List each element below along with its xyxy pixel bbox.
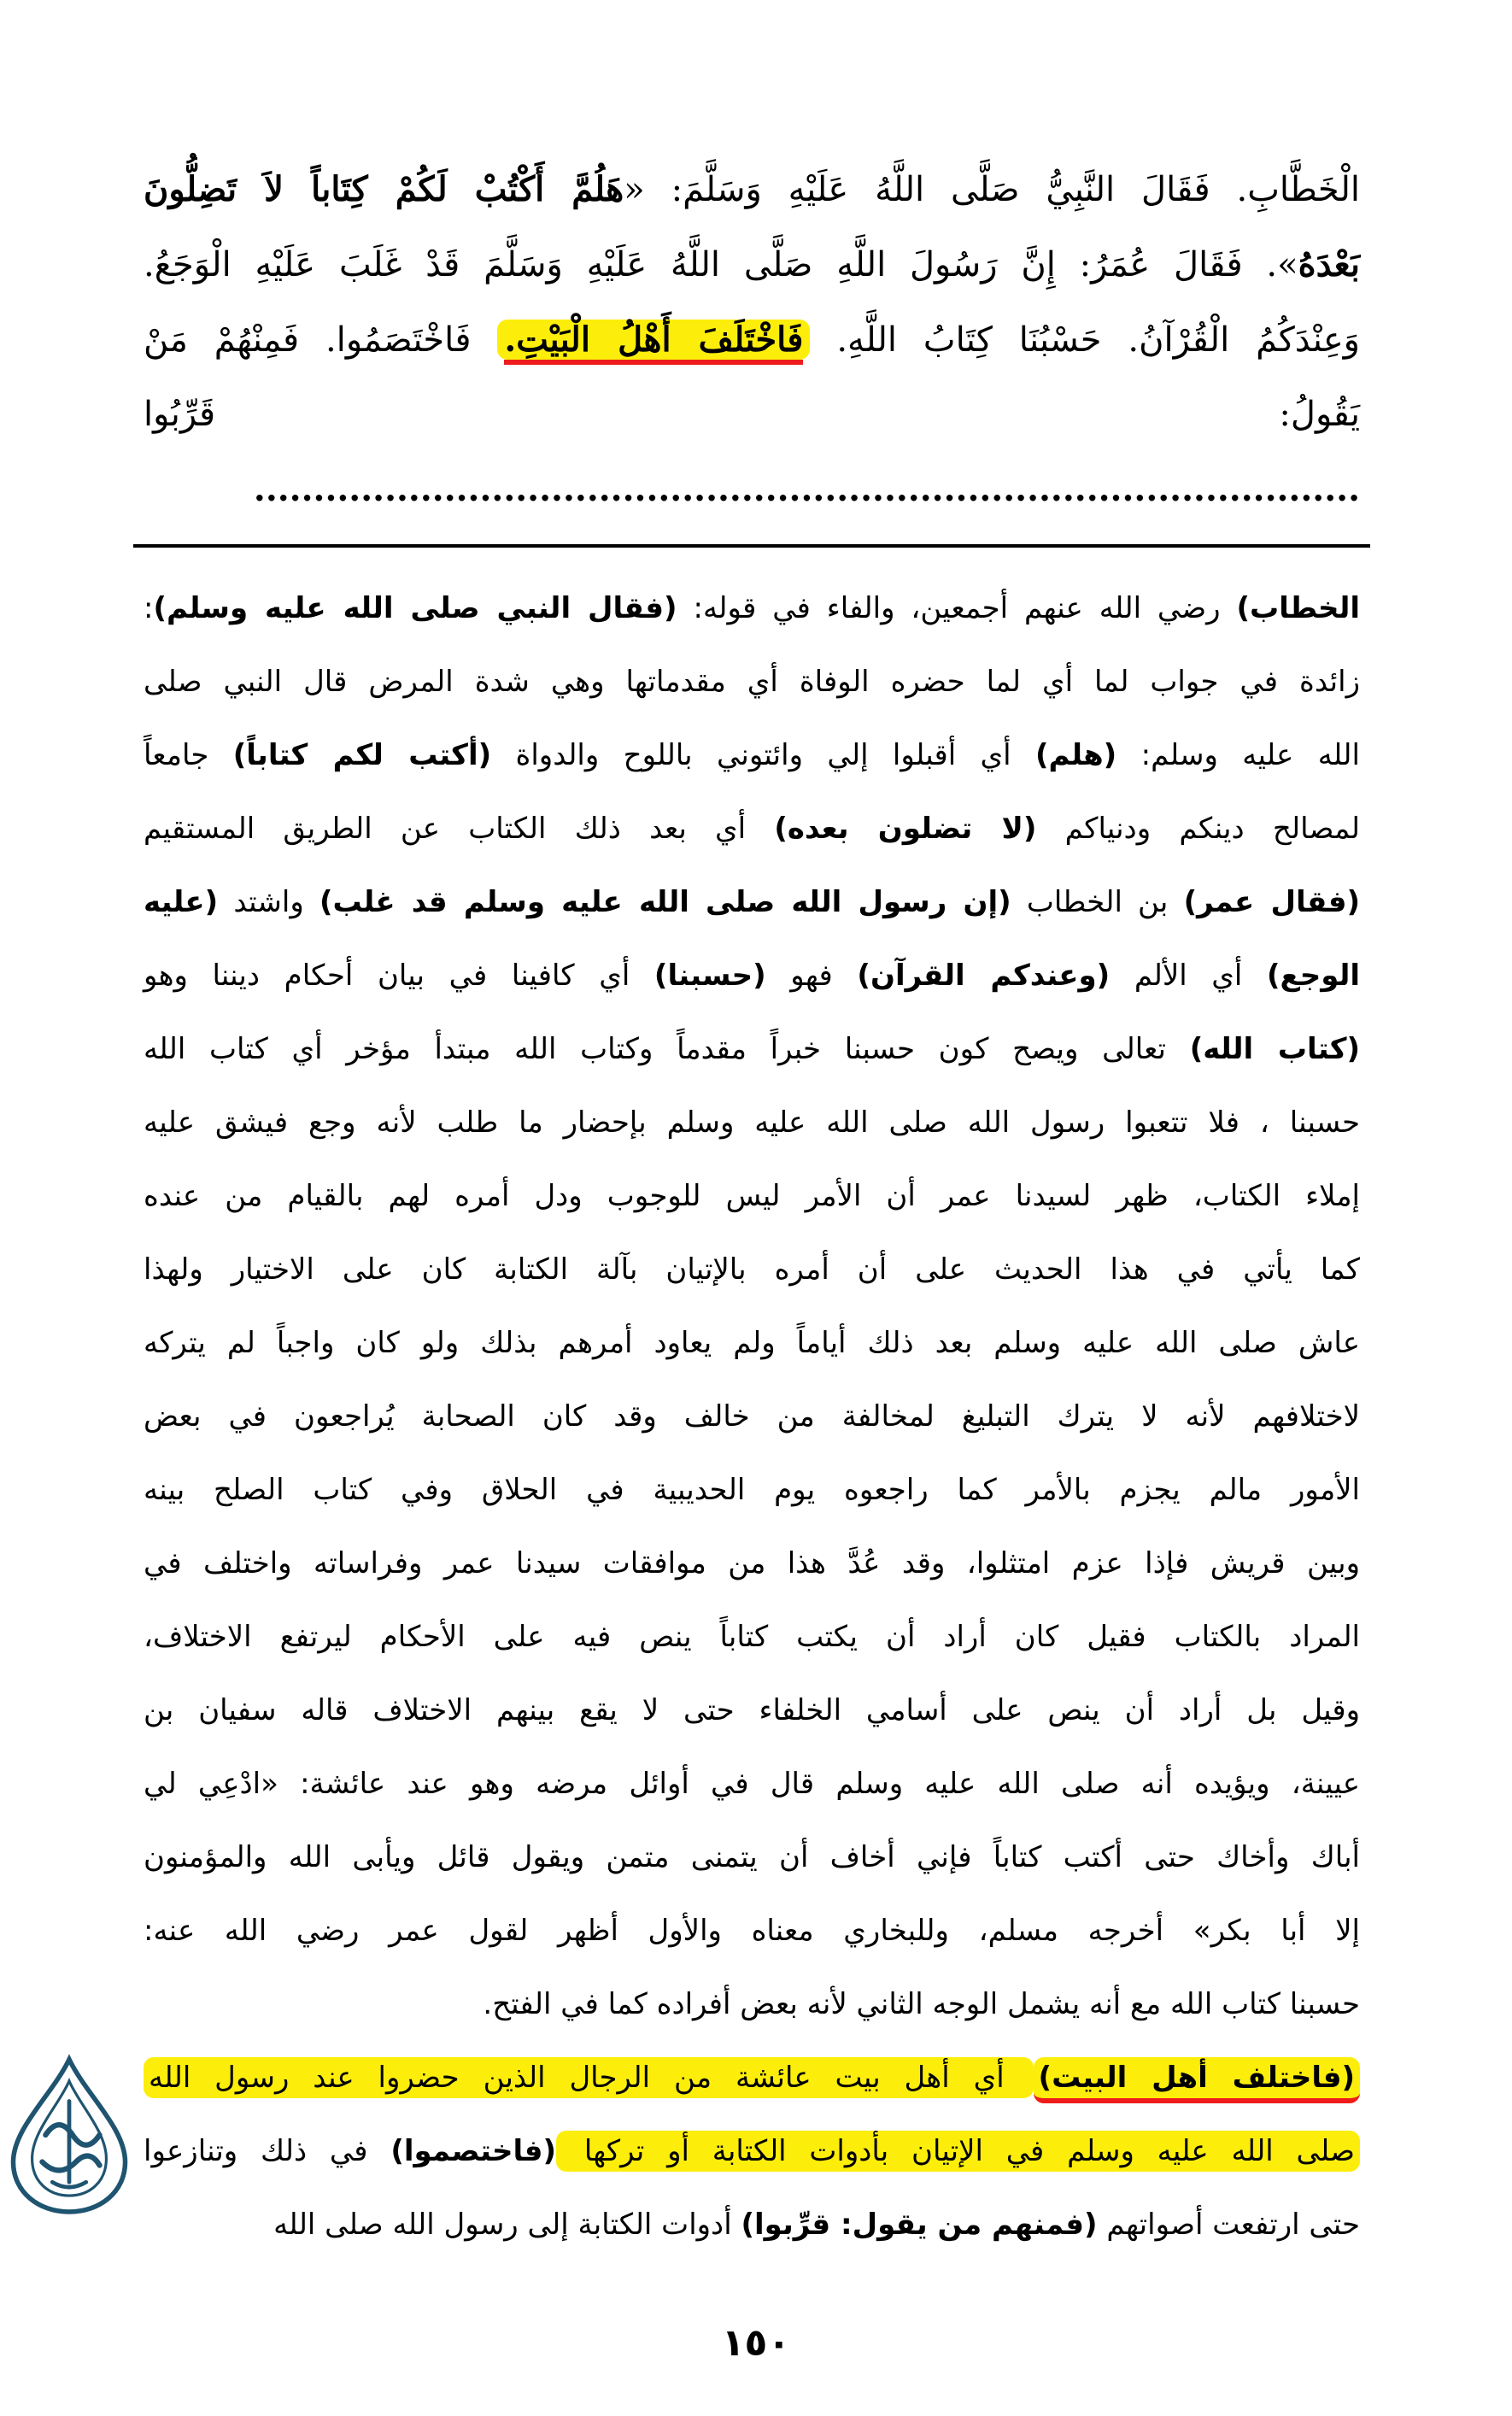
bold-text-run: (فقال النبي صلى الله عليه وسلم)	[153, 591, 677, 625]
text-run: عاش صلى الله عليه وسلم بعد ذلك أياماً ولم يعاود أمرهم بذلك ولو كان واجباً لم يتركه	[144, 1326, 1360, 1360]
footnote-line	[144, 792, 1360, 865]
dotted-leader: .............................................................................................	[253, 469, 1360, 509]
footnote-line	[144, 645, 1360, 718]
bold-text-run: (فمنهم من يقول: قرِّبوا)	[741, 2208, 1098, 2242]
bold-text-run: بَعْدَهُ	[1298, 244, 1360, 284]
text-run: حسبنا كتاب الله مع أنه يشمل الوجه الثاني لأنه بعض أفراده كما في الفتح.	[483, 1987, 1360, 2021]
footnote-line	[144, 1600, 1360, 1674]
highlighted-text	[497, 320, 810, 360]
bold-text-run: الخطاب)	[1236, 591, 1360, 625]
text-run: الْخَطَّابِ. فَقَالَ النَّبِيُّ صَلَّى اللَّهُ عَلَيْهِ وَسَلَّمَ: «	[624, 170, 1360, 209]
text-run: وبين قريش فإذا عزم امتثلوا، وقد عُدَّ هذا من موافقات سيدنا عمر وفراساته واختلف في	[144, 1546, 1360, 1580]
footnote-line	[144, 1380, 1360, 1453]
bold-text-run: (عليه	[144, 885, 219, 919]
footnote-line	[144, 572, 1360, 645]
text-run: أدوات الكتابة إلى رسول الله صلى الله	[273, 2208, 741, 2242]
footnote-line	[144, 2188, 1360, 2261]
footnote-line	[144, 1967, 1360, 2041]
footnote-line	[144, 1674, 1360, 1747]
main-line-3	[144, 302, 1360, 378]
footnote-line	[144, 1233, 1360, 1306]
bold-text-run: (إن رسول الله صلى الله عليه وسلم قد غلب)	[319, 885, 1011, 919]
text-run: :	[144, 591, 154, 625]
text-run: الأمور مالم يجزم بالأمر كما راجعوه يوم الحديبية في الحلاق وفي كتاب الصلح بينه	[144, 1473, 1360, 1507]
footnote-line	[144, 1012, 1360, 1086]
red-underline: فَاخْتَلَفَ أَهْلُ الْبَيْتِ.	[504, 320, 803, 365]
text-run: صلى الله عليه وسلم في الإتيان بأدوات الكتابة أو تركها	[556, 2131, 1360, 2172]
text-run: تعالى ويصح كون حسبنا خبراً مقدماً وكتاب الله مبتدأ مؤخر أي كتاب الله	[144, 1032, 1190, 1066]
footnote-line	[144, 1527, 1360, 1600]
text-run: واشتد	[218, 885, 319, 919]
bold-text-run: (لا تضلون بعده)	[774, 812, 1037, 846]
text-run: أي بعد ذلك الكتاب عن الطريق المستقيم	[144, 812, 775, 846]
bold-text-run: (فاختلف أهل البيت)	[1034, 2057, 1360, 2103]
footnote-line	[144, 1159, 1360, 1233]
text-run: وَعِنْدَكُمُ الْقُرْآنُ. حَسْبُنَا كِتَابُ اللَّهِ.	[810, 320, 1360, 360]
text-run: أي كافينا في بيان أحكام ديننا وهو	[144, 959, 654, 993]
text-run: فهو	[765, 959, 858, 993]
bold-text-run: (كتاب الله)	[1189, 1032, 1361, 1066]
page-number: ١٥٠	[721, 2321, 791, 2365]
bold-text-run: (هلم)	[1035, 738, 1117, 772]
text-run: حتى ارتفعت أصواتهم	[1097, 2208, 1360, 2242]
text-run: يَقُولُ: قَرِّبُوا	[144, 395, 1360, 434]
footnote-line	[144, 1086, 1360, 1159]
bold-text-run: الوجع)	[1267, 959, 1361, 993]
footnote-line	[144, 865, 1360, 939]
bold-text-run: (فاختصموا)	[390, 2134, 557, 2168]
footnote-line	[144, 1821, 1360, 1894]
text-run: لاختلافهم لأنه لا يترك التبليغ لمخالفة من خالف وقد كان الصحابة يُراجعون في بعض	[144, 1399, 1360, 1434]
text-run: رضي الله عنهم أجمعين، والفاء في قوله:	[677, 591, 1237, 625]
text-run: أي الألم	[1110, 959, 1267, 993]
calligraphy-drop-logo-icon	[5, 2049, 133, 2220]
text-run: جامعاً	[144, 738, 233, 772]
footnote-line	[144, 1453, 1360, 1527]
text-run: الله عليه وسلم:	[1116, 738, 1360, 772]
footnote-text	[144, 548, 1360, 2261]
text-run: حسبنا ، فلا تتعبوا رسول الله صلى الله عليه وسلم بإحضار ما طلب لأنه وجع فيشق عليه	[144, 1105, 1360, 1140]
text-run: في ذلك وتنازعوا	[144, 2134, 391, 2168]
footnote-line	[144, 1894, 1360, 1967]
footnote-line	[144, 1306, 1360, 1380]
text-run: إلا أبا بكر» أخرجه مسلم، وللبخاري معناه والأول أظهر لقول عمر رضي الله عنه:	[144, 1914, 1360, 1948]
main-line-2	[144, 227, 1360, 302]
text-run: كما يأتي في هذا الحديث على أن أمره بالإتيان بآلة الكتابة كان على الاختيار ولهذا	[144, 1252, 1360, 1287]
main-line-1	[144, 152, 1360, 227]
bold-text-run: هَلُمَّ أَكْتُبْ لَكُمْ كِتَاباً لاَ تَضِلُّونَ	[144, 169, 624, 209]
text-run: ». فَقَالَ عُمَرُ: إِنَّ رَسُولَ اللَّهِ صَلَّى اللَّهُ عَلَيْهِ وَسَلَّمَ قَدْ غَلَبَ عَلَيْهِ الْوَجَعُ.	[144, 245, 1298, 284]
text-run: إملاء الكتاب، ظهر لسيدنا عمر أن الأمر ليس للوجوب ودل أمره لهم بالقيام من عنده	[144, 1179, 1360, 1213]
footnote-line	[144, 939, 1360, 1012]
text-run: فَاخْتَصَمُوا. فَمِنْهُمْ مَنْ	[144, 320, 498, 360]
text-run: بن الخطاب	[1011, 885, 1184, 919]
text-run: أي أقبلوا إلي وائتوني باللوح والدواة	[491, 738, 1036, 772]
bold-text-run: (أكتب لكم كتاباً)	[232, 738, 492, 772]
footnote-line	[144, 2041, 1360, 2114]
text-run: المراد بالكتاب فقيل كان أراد أن يكتب كتاباً ينص فيه على الأحكام ليرتفع الاختلاف،	[144, 1620, 1360, 1654]
text-run: زائدة في جواب لما أي لما حضره الوفاة أي مقدماتها وهي شدة المرض قال النبي صلى	[144, 665, 1360, 699]
footnote-line	[144, 1747, 1360, 1821]
bold-text-run: (وعندكم القرآن)	[857, 959, 1111, 993]
main-text	[144, 0, 1360, 527]
bold-text-run: (فقال عمر)	[1183, 885, 1360, 919]
text-run: وقيل بل أراد أن ينص على أسامي الخلفاء حتى لا يقع بينهم الاختلاف قاله سفيان بن	[144, 1693, 1360, 1727]
text-run: أي أهل بيت عائشة من الرجال الذين حضروا عند رسول الله	[144, 2057, 1034, 2098]
footnote-line	[144, 2114, 1360, 2188]
bold-text-run: (حسبنا)	[653, 959, 766, 993]
text-run: أباك وأخاك حتى أكتب كتاباً فإني أخاف أن يتمنى متمن ويقول قائل ويأبى الله والمؤمنون	[144, 1840, 1360, 1874]
footnote-line	[144, 718, 1360, 792]
main-line-4	[144, 378, 1360, 527]
text-run: عيينة، ويؤيده أنه صلى الله عليه وسلم قال في أوائل مرضه وهو عند عائشة: «ادْعِي لي	[144, 1767, 1360, 1801]
text-run: لمصالح دينكم ودنياكم	[1036, 812, 1361, 846]
